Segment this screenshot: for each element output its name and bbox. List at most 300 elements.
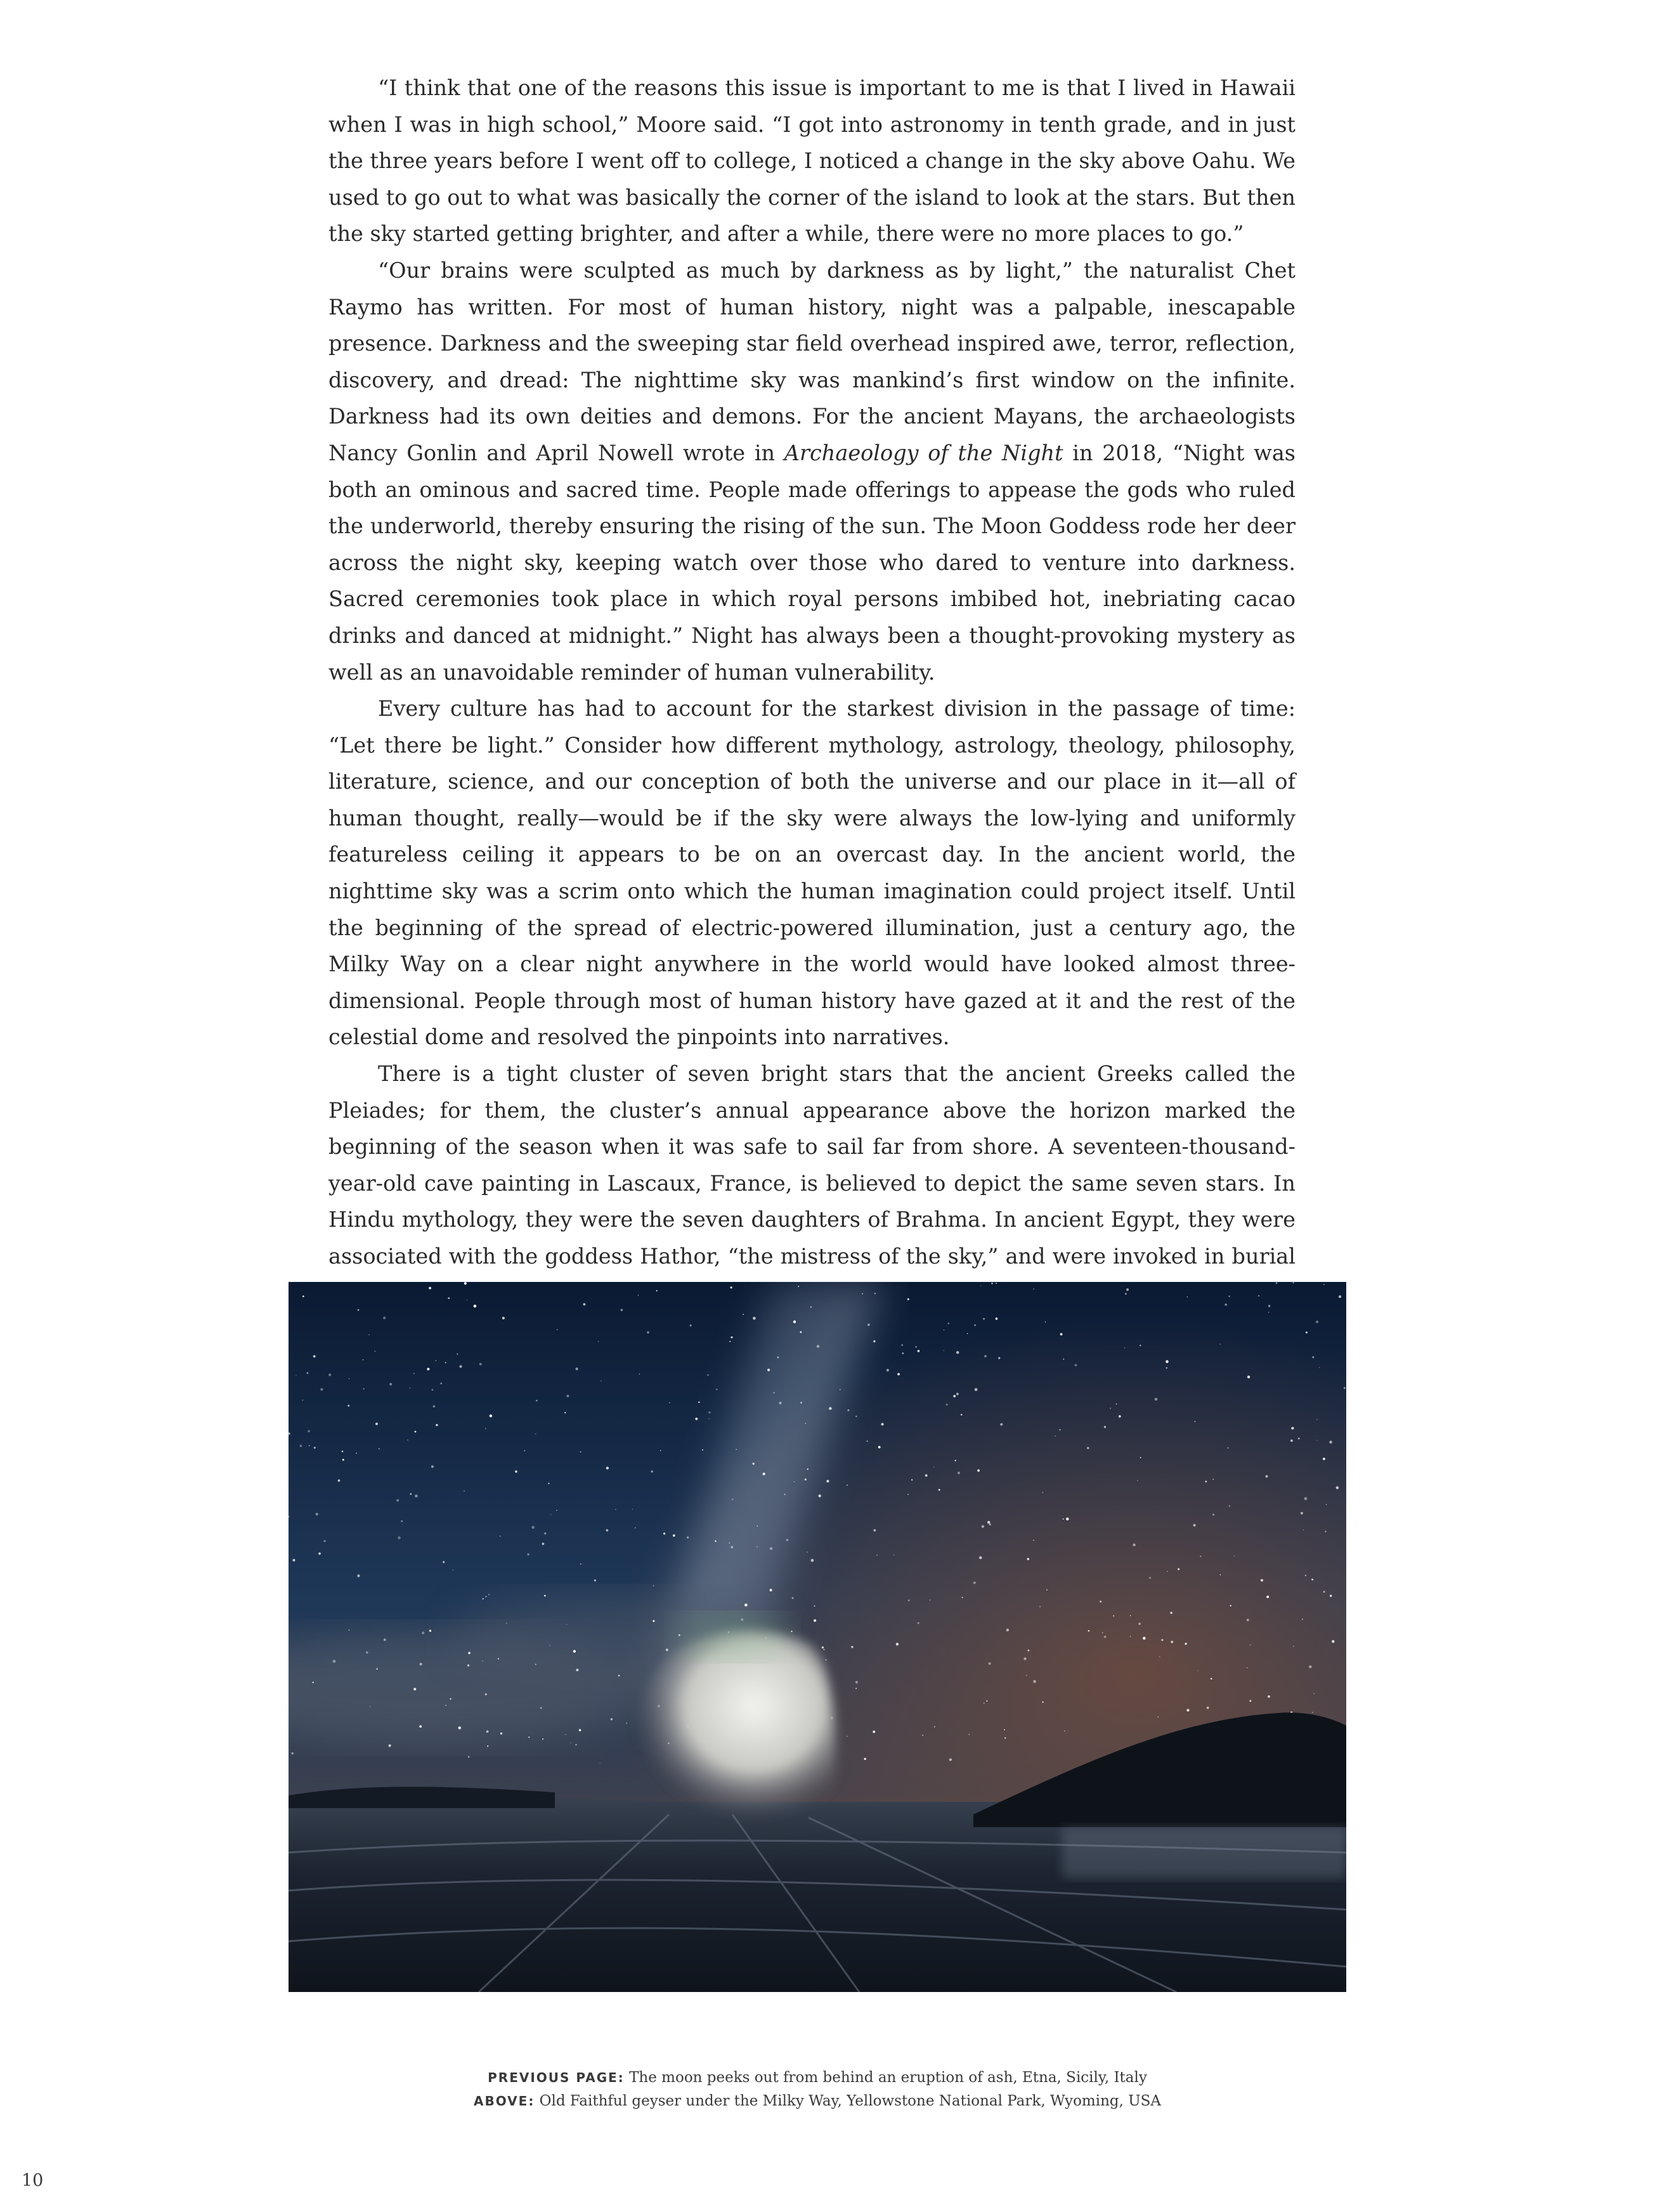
star: [419, 1663, 422, 1665]
star: [549, 1645, 550, 1646]
star: [1247, 1619, 1249, 1621]
star: [1119, 1415, 1121, 1418]
caption-previous-text: The moon peeks out from behind an eruption of ash, Etna, Sicily, Italy: [624, 2069, 1147, 2086]
star: [1027, 1650, 1029, 1652]
star: [770, 1589, 772, 1591]
star: [1290, 1440, 1293, 1442]
star: [907, 1494, 909, 1496]
star: [1197, 1670, 1198, 1671]
star: [901, 1344, 903, 1346]
paragraph-1: “I think that one of the reasons this issue is important to me is that I lived in Hawaii when I was in high school,” Moore said. “I got into astronomy in tenth grade, and in just the three years before I went off to college, I noticed a change in the sky above Oahu. We used to go out to what was basically the corner of the island to look at the stars. But then the sky started getting brighter, and after a while, there were no more places to go.”: [328, 75, 1296, 247]
star: [811, 1559, 814, 1562]
star: [1066, 1518, 1069, 1521]
star: [1060, 1333, 1063, 1336]
star: [881, 1423, 883, 1425]
star: [293, 1559, 295, 1562]
star: [445, 1362, 446, 1363]
star: [384, 1638, 386, 1641]
star: [1329, 1440, 1332, 1444]
star: [908, 1600, 910, 1601]
star: [468, 1756, 470, 1758]
star: [598, 1341, 599, 1342]
caption-previous-page: [289, 2066, 1346, 2090]
star: [934, 1726, 935, 1728]
star: [540, 1707, 542, 1709]
caption-above-text: Old Faithful geyser under the Milky Way, Yellowstone National Park, Wyoming, USA: [535, 2093, 1161, 2109]
star: [798, 1286, 799, 1287]
star: [486, 1730, 489, 1733]
star: [973, 1581, 976, 1584]
star: [410, 1493, 412, 1495]
star: [363, 1359, 364, 1361]
star: [1126, 1288, 1129, 1291]
star: [819, 1494, 821, 1497]
star: [996, 1317, 998, 1320]
star: [506, 1623, 507, 1624]
star: [1211, 1678, 1212, 1680]
star: [794, 1481, 795, 1482]
star: [805, 1478, 807, 1480]
star: [1265, 1475, 1268, 1478]
star: [651, 1470, 653, 1472]
star: [922, 1735, 923, 1736]
star: [410, 1388, 411, 1389]
star: [398, 1536, 401, 1539]
star: [774, 1392, 775, 1394]
star: [986, 1700, 987, 1702]
star: [309, 1446, 310, 1447]
star: [1004, 1729, 1005, 1730]
star: [730, 1286, 732, 1288]
star: [847, 1736, 848, 1737]
star: [690, 1324, 692, 1326]
star: [991, 1283, 993, 1284]
star: [862, 1293, 863, 1295]
star: [575, 1744, 577, 1746]
star: [313, 1682, 314, 1683]
star: [1023, 1657, 1026, 1660]
star: [606, 1529, 609, 1532]
star: [1088, 1630, 1090, 1632]
star: [1087, 1447, 1089, 1449]
night-sky-geyser-photo: [289, 1282, 1346, 1992]
star: [930, 1600, 931, 1601]
star: [323, 1540, 325, 1542]
star: [436, 1360, 437, 1361]
star: [708, 1411, 710, 1413]
star: [389, 1383, 392, 1385]
star: [784, 1494, 786, 1496]
star: [467, 1664, 469, 1666]
star: [419, 1725, 422, 1728]
star: [485, 1596, 486, 1597]
star: [933, 1466, 935, 1468]
star: [458, 1726, 462, 1730]
star: [1185, 1643, 1186, 1645]
star: [368, 1334, 370, 1335]
star: [826, 1480, 829, 1482]
paragraph-4: There is a tight cluster of seven bright stars that the ancient Greeks called the Pleiades; for them, the cluster’s annual appearance above the horizon marked the beginning of the season when it was safe to sail far from shore. A seventeen-thousand-year-old cave painting in Lascaux, France, is believed to depict the same seven stars. In Hindu mythology, they were the seven daughters of Brahma. In ancient Egypt, they were associated with the goddess Hathor, “the mistress of the sky,” and were invoked in burial: [328, 1061, 1296, 1269]
star: [1046, 1589, 1048, 1591]
star: [1193, 1524, 1196, 1527]
star: [753, 1463, 755, 1465]
star: [647, 1331, 649, 1334]
star: [1033, 1288, 1034, 1290]
star: [817, 1345, 819, 1347]
star: [980, 1285, 981, 1286]
star: [984, 1702, 985, 1704]
star: [443, 1561, 445, 1563]
star: [1159, 1656, 1160, 1657]
star: [1298, 1438, 1300, 1440]
star: [1224, 1303, 1227, 1306]
star: [440, 1383, 442, 1385]
star: [743, 1314, 744, 1315]
star: [975, 1388, 978, 1391]
star: [956, 1351, 959, 1354]
star: [873, 1731, 875, 1733]
star: [1137, 1480, 1138, 1481]
star: [814, 1605, 815, 1607]
star: [483, 1598, 484, 1600]
photo-captions: [289, 2066, 1346, 2113]
star: [314, 1447, 316, 1449]
star: [457, 1354, 458, 1355]
star: [947, 1323, 949, 1324]
star: [535, 1664, 536, 1665]
star: [1026, 1675, 1027, 1676]
star: [897, 1373, 900, 1376]
star: [902, 1352, 904, 1354]
paragraph-3: Every culture has had to account for the starkest division in the passage of time: “Let there be light.” Consider how different mythology, astrology, theology, philosophy, literature, science, and our conception of both the universe and our place in it—all of human thought, really—would be if the sky were always the low-lying and uniformly featureless ceiling it appears to be on an overcast day. In the ancient world, the nighttime sky was a scrim onto which the human imagination could project itself. Until the beginning of the spread of electric-powered illumination, just a century ago, the Milky Way on a clear night anywhere in the world would have looked almost three-dimensional. People through most of human history have gazed at it and the rest of the celestial dome and resolved the pinpoints into narratives.: [328, 696, 1296, 1050]
star: [687, 1536, 689, 1538]
star: [1301, 1512, 1303, 1515]
star: [349, 1629, 350, 1631]
star: [1312, 1712, 1313, 1713]
star: [1212, 1478, 1214, 1480]
star: [896, 1643, 899, 1645]
star: [1293, 1646, 1294, 1647]
star: [1339, 1295, 1341, 1298]
star: [1247, 1376, 1250, 1379]
star: [1306, 1331, 1308, 1333]
photo-illustration: [289, 1282, 1346, 1992]
star: [732, 1499, 734, 1501]
star: [415, 1494, 418, 1497]
star: [962, 1597, 963, 1598]
star: [1027, 1558, 1029, 1560]
star: [1291, 1427, 1294, 1430]
star: [500, 1536, 501, 1537]
star: [1323, 1458, 1325, 1460]
star: [342, 1459, 344, 1461]
star: [949, 1758, 952, 1761]
star: [626, 1723, 627, 1724]
star: [956, 1393, 959, 1395]
paragraph-2-text-end: in 2018, “Night was both an ominous and sacred time. People made offerings to appease the gods who ruled the underworld, thereby ensuring the rising of the sun. The Moon Goddess rode her deer across the night sky, keeping watch over those who dared to venture into darkness. Sacred ceremonies took place in which royal persons imbibed hot, inebriating cacao drinks and danced at midnight.” Night has always been a thought-provoking mystery as well as an unavoidable reminder of human vulnerability.: [328, 440, 1296, 685]
star: [487, 1745, 488, 1747]
star: [566, 1624, 567, 1625]
star: [579, 1729, 581, 1731]
star: [911, 1479, 912, 1480]
star: [1063, 1359, 1064, 1360]
star: [565, 1734, 566, 1735]
star: [542, 1738, 543, 1740]
star: [452, 1570, 453, 1571]
star: [867, 1440, 868, 1442]
star: [422, 1631, 424, 1634]
star: [407, 1440, 408, 1441]
star: [763, 1473, 765, 1475]
star: [1230, 1605, 1231, 1606]
star: [969, 1734, 970, 1735]
star: [1116, 1404, 1117, 1405]
star: [1268, 1305, 1270, 1307]
star: [666, 1648, 668, 1651]
star: [907, 1298, 909, 1300]
star: [1212, 1513, 1214, 1515]
star: [663, 1532, 665, 1534]
star: [468, 1652, 471, 1654]
star: [1170, 1612, 1172, 1614]
star: [1313, 1693, 1314, 1694]
star: [544, 1532, 546, 1534]
star: [1004, 1737, 1006, 1738]
star: [542, 1543, 545, 1545]
star: [698, 1402, 699, 1403]
star: [1166, 1367, 1167, 1368]
star: [1258, 1295, 1259, 1297]
star: [388, 1744, 391, 1747]
star: [982, 1525, 984, 1528]
star: [490, 1414, 493, 1418]
star: [1234, 1555, 1235, 1556]
star: [653, 1620, 654, 1622]
star: [1229, 1505, 1231, 1507]
star: [639, 1374, 640, 1375]
star: [459, 1365, 462, 1368]
star: [1166, 1360, 1169, 1363]
page-number: 10: [22, 2171, 44, 2190]
star: [1133, 1544, 1135, 1546]
star: [1178, 1568, 1179, 1570]
star: [1249, 1700, 1251, 1702]
star: [1143, 1637, 1146, 1640]
star: [338, 1479, 341, 1482]
star: [1130, 1615, 1131, 1617]
star: [413, 1688, 416, 1690]
star: [544, 1595, 546, 1597]
star: [814, 1619, 816, 1622]
star: [998, 1357, 1000, 1359]
star: [1033, 1680, 1036, 1683]
star: [979, 1556, 982, 1560]
star: [464, 1282, 467, 1284]
star: [989, 1523, 990, 1525]
star: [1336, 1486, 1339, 1489]
star: [1323, 1284, 1325, 1285]
star: [1045, 1321, 1046, 1322]
star: [944, 1329, 945, 1331]
star: [653, 1585, 654, 1586]
star: [1220, 1574, 1221, 1575]
star: [673, 1534, 675, 1537]
star: [316, 1513, 318, 1515]
star: [1228, 1447, 1229, 1449]
star: [829, 1407, 831, 1409]
star: [1113, 1615, 1114, 1617]
star: [1161, 1639, 1163, 1641]
star: [436, 1424, 438, 1426]
star: [1157, 1716, 1159, 1717]
star: [786, 1539, 788, 1541]
star: [548, 1483, 549, 1484]
star: [1064, 1730, 1065, 1731]
star: [1102, 1632, 1103, 1633]
star: [564, 1412, 566, 1413]
star: [826, 1659, 827, 1660]
star: [807, 1468, 809, 1470]
star: [576, 1669, 578, 1671]
star: [1100, 1601, 1101, 1603]
star: [1195, 1421, 1196, 1422]
star: [855, 1681, 858, 1683]
star: [1039, 1606, 1040, 1607]
star: [878, 1446, 881, 1449]
star: [1250, 1645, 1251, 1646]
star: [716, 1388, 718, 1390]
star: [770, 1547, 772, 1549]
star: [615, 1509, 616, 1510]
star: [427, 1368, 429, 1370]
star: [918, 1622, 919, 1624]
star: [531, 1526, 535, 1529]
star: [731, 1546, 733, 1548]
star: [886, 1369, 889, 1371]
star: [396, 1499, 399, 1502]
star: [570, 1742, 571, 1743]
star: [779, 1402, 781, 1404]
star: [1311, 1579, 1313, 1581]
star: [527, 1553, 529, 1555]
star: [575, 1368, 578, 1370]
paragraph-2-text-start: “Our brains were sculpted as much by darkness as by light,” the naturalist Chet Raymo has written. For most of human history, night was a palpable, inescapable presence. Darkness and the sweeping star field overhead inspired awe, terror, reflection, discovery, and dread: The nighttime sky was mankind’s first window on the infinite. Darkness had its own deities and demons. For the ancient Mayans, the archaeologists Nancy Gonlin and April Nowell wrote in: [328, 257, 1296, 465]
star: [822, 1646, 824, 1648]
star: [431, 1465, 434, 1468]
star: [302, 1295, 304, 1297]
star: [791, 1631, 792, 1632]
star: [807, 1551, 808, 1553]
star: [333, 1660, 336, 1663]
star: [500, 1733, 502, 1735]
star: [823, 1649, 824, 1650]
star: [556, 1510, 557, 1511]
star: [1138, 1622, 1141, 1625]
star: [1344, 1387, 1346, 1389]
star: [1140, 1457, 1141, 1458]
star: [445, 1705, 446, 1706]
star: [358, 1309, 360, 1311]
star: [366, 1652, 368, 1654]
star: [1110, 1407, 1111, 1409]
star: [984, 1355, 987, 1357]
star: [467, 1300, 468, 1301]
star: [1316, 1321, 1318, 1323]
star: [702, 1449, 703, 1451]
star: [744, 1603, 748, 1607]
star: [328, 1373, 331, 1376]
star: [618, 1674, 620, 1676]
star: [987, 1521, 990, 1523]
star: [567, 1395, 569, 1397]
star: [938, 1489, 940, 1491]
article-body: [328, 70, 1296, 1311]
star: [429, 1630, 431, 1632]
star: [401, 1520, 403, 1522]
caption-above: [289, 2090, 1346, 2113]
caption-previous-label: PREVIOUS PAGE:: [488, 2070, 625, 2085]
star: [1149, 1577, 1151, 1579]
star: [1200, 1556, 1201, 1557]
star: [1261, 1579, 1263, 1582]
star: [1323, 1591, 1325, 1593]
star: [729, 1341, 731, 1342]
star: [379, 1448, 380, 1449]
star: [474, 1305, 477, 1308]
star: [656, 1290, 658, 1291]
star: [1312, 1356, 1314, 1358]
star: [536, 1400, 538, 1402]
star: [1006, 1629, 1010, 1632]
star: [363, 1388, 365, 1390]
star: [847, 1409, 849, 1411]
star: [1171, 1641, 1173, 1643]
star: [955, 1460, 956, 1461]
star: [450, 1698, 451, 1700]
star: [606, 1466, 609, 1469]
star: [916, 1346, 917, 1347]
star: [295, 1375, 296, 1376]
star: [1186, 1709, 1189, 1712]
star: [967, 1333, 968, 1335]
star: [1063, 1518, 1064, 1520]
star: [867, 1324, 870, 1326]
star: [375, 1423, 378, 1425]
star: [498, 1658, 499, 1659]
star: [1140, 1345, 1141, 1346]
star: [847, 1485, 848, 1486]
star: [793, 1321, 796, 1323]
star: [1042, 1492, 1043, 1493]
star: [1124, 1347, 1126, 1349]
star: [1304, 1497, 1308, 1500]
star: [729, 1543, 730, 1544]
star: [1155, 1398, 1158, 1401]
star: [1309, 1665, 1312, 1669]
star: [479, 1363, 482, 1366]
star: [974, 1324, 976, 1326]
star: [431, 1389, 433, 1391]
star: [715, 1541, 717, 1543]
star: [383, 1317, 386, 1319]
star: [983, 1318, 985, 1320]
star: [502, 1317, 505, 1319]
star: [1266, 1596, 1269, 1598]
star: [946, 1404, 948, 1406]
star: [731, 1336, 732, 1338]
star: [1325, 1530, 1327, 1532]
book-title: Archaeology of the Night: [784, 440, 1063, 465]
